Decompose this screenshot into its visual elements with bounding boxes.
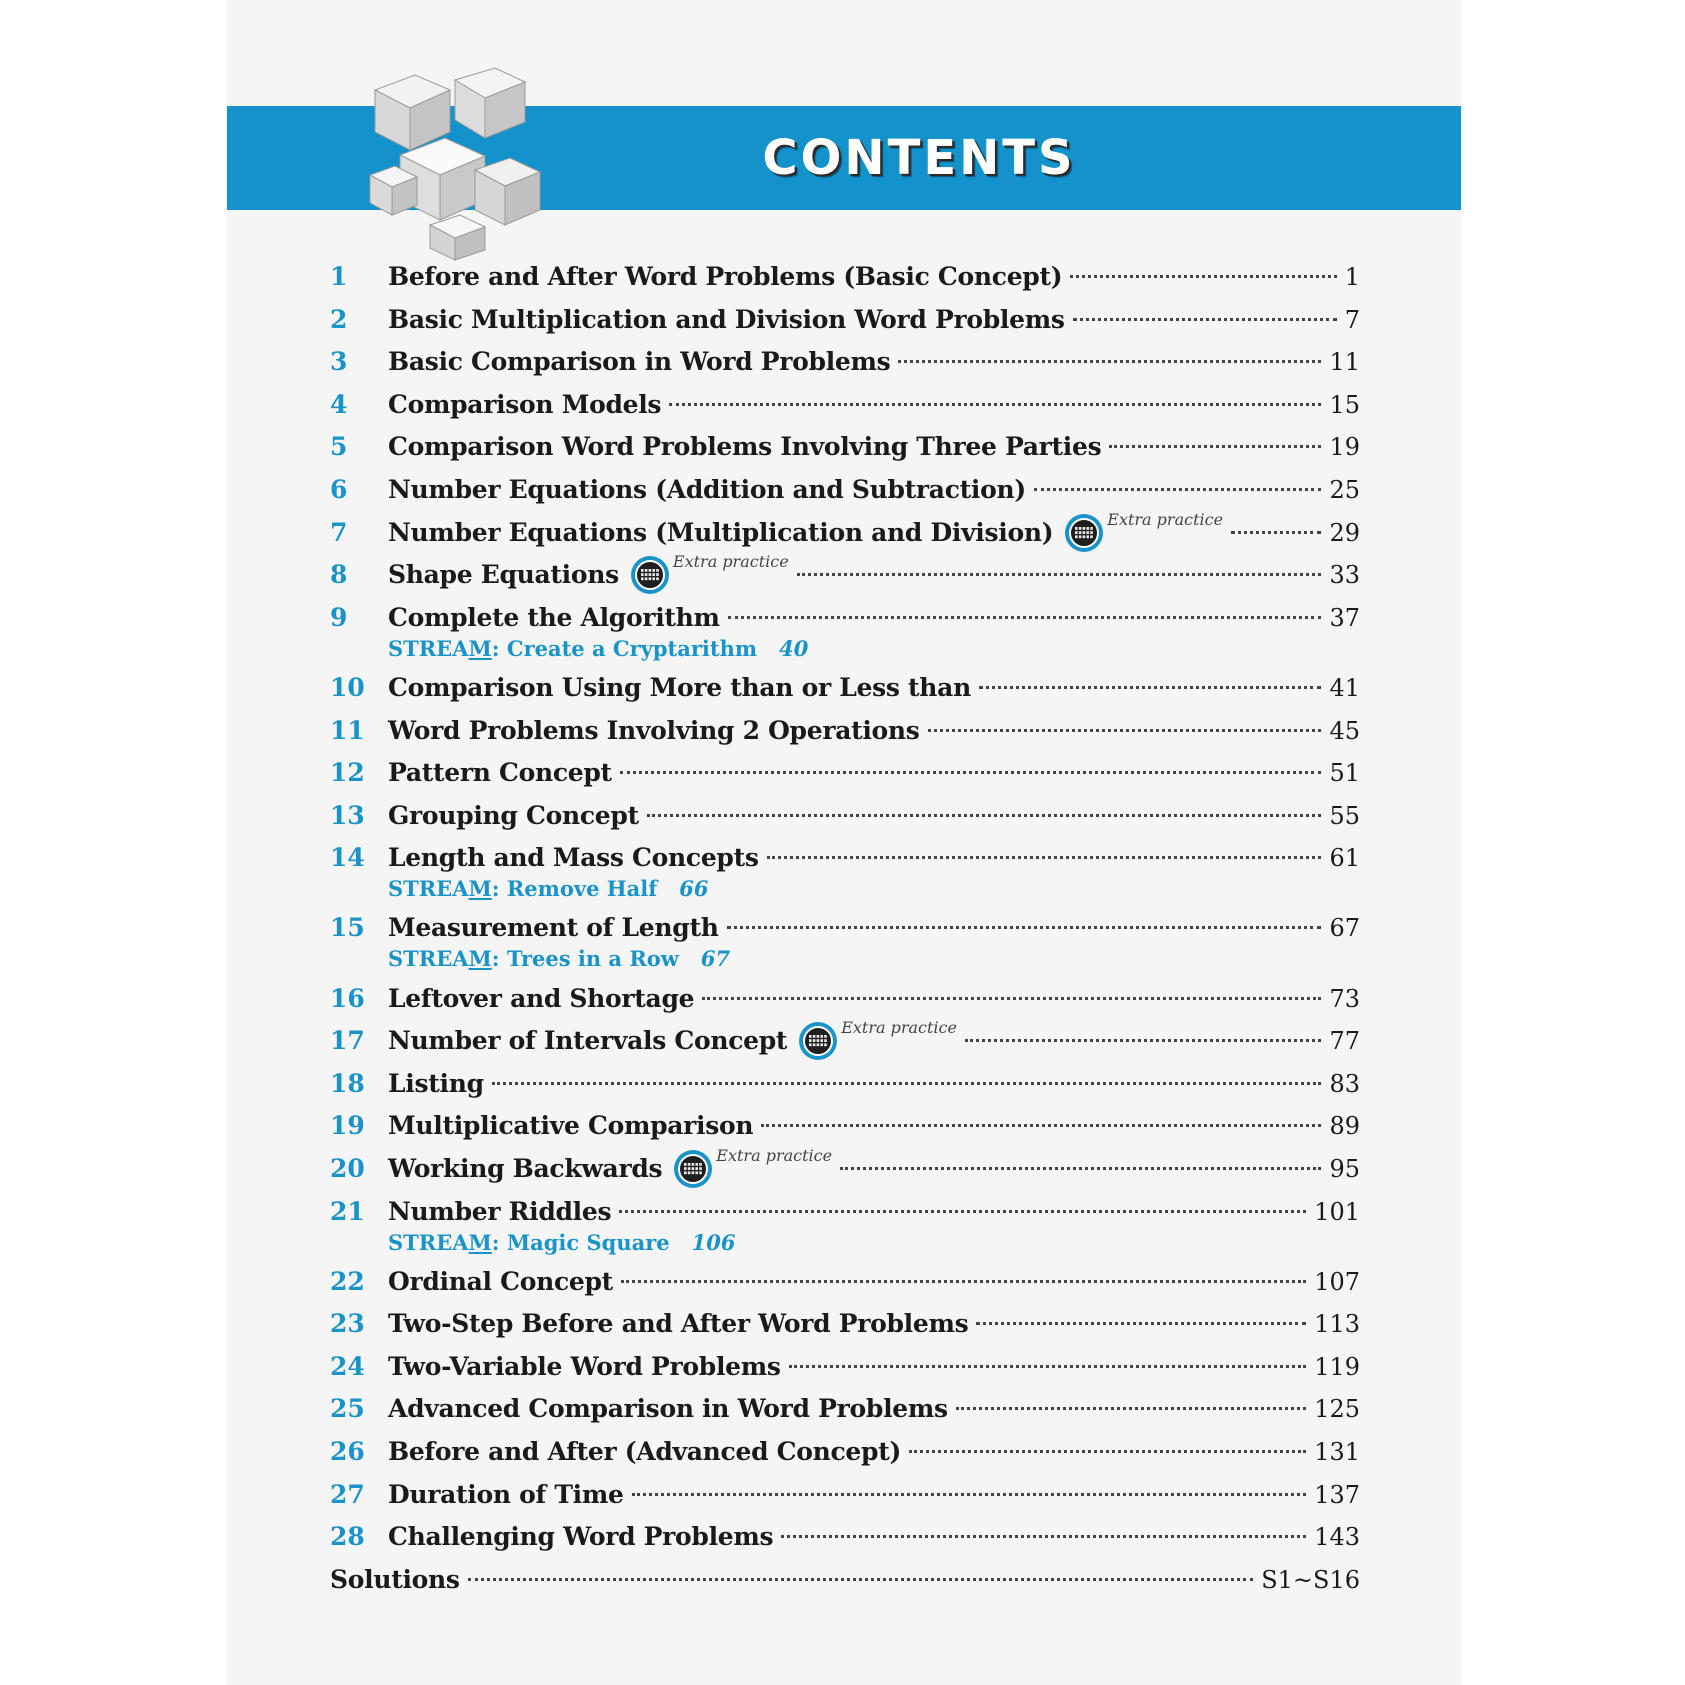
stream-page-number: 40 <box>779 635 809 661</box>
chapter-number: 2 <box>330 304 348 334</box>
page-number: 73 <box>1329 984 1360 1013</box>
chapter-number: 24 <box>330 1351 365 1381</box>
stream-title: : Create a Cryptarithm <box>491 635 758 661</box>
extra-practice-badge <box>674 1150 712 1188</box>
chapter-title: Advanced Comparison in Word Problems <box>388 1394 948 1424</box>
stream-page-number: 67 <box>700 946 731 972</box>
dot-leader <box>632 1493 1307 1496</box>
stream-page-number: 106 <box>691 1229 736 1255</box>
toc-row[interactable] <box>330 712 1360 750</box>
chapter-number: 28 <box>330 1522 365 1552</box>
practice-icon <box>635 560 665 590</box>
toc-row[interactable] <box>330 258 1360 296</box>
stream-page-number: 66 <box>679 876 709 902</box>
chapter-title: Two-Variable Word Problems <box>388 1351 781 1381</box>
chapter-number: 3 <box>330 347 348 377</box>
page-number: 95 <box>1329 1154 1360 1183</box>
toc-row[interactable] <box>330 1433 1360 1471</box>
toc-line <box>388 980 1360 1018</box>
toc-line <box>388 797 1360 835</box>
chapter-title: Comparison Using More than or Less than <box>388 672 971 702</box>
dot-leader <box>781 1535 1306 1538</box>
dot-leader <box>1034 488 1322 491</box>
page-number: 7 <box>1344 305 1360 334</box>
toc-line <box>388 1263 1360 1301</box>
dot-leader <box>789 1365 1306 1368</box>
toc-line <box>388 552 1360 594</box>
page-number: 107 <box>1314 1267 1360 1296</box>
toc-line <box>388 1107 1360 1145</box>
dot-leader <box>797 573 1322 576</box>
solutions-title: Solutions <box>330 1564 460 1594</box>
page-number: 119 <box>1314 1352 1360 1381</box>
toc-row[interactable] <box>330 1390 1360 1428</box>
page-number: 77 <box>1329 1027 1360 1056</box>
dot-leader <box>728 616 1322 619</box>
chapter-title: Challenging Word Problems <box>388 1522 774 1552</box>
chapter-number: 13 <box>330 800 365 830</box>
toc-row[interactable] <box>330 1065 1360 1103</box>
toc-row[interactable] <box>330 471 1360 509</box>
toc-row[interactable] <box>330 1193 1360 1255</box>
chapter-number: 14 <box>330 843 365 873</box>
chapter-title: Word Problems Involving 2 Operations <box>388 715 920 745</box>
stream-subentry[interactable] <box>388 946 730 971</box>
chapter-title: Before and After Word Problems (Basic Concept) <box>388 262 1063 291</box>
chapter-title: Measurement of Length <box>388 913 719 943</box>
toc-row[interactable] <box>330 599 1360 661</box>
extra-practice-marker <box>1065 509 1224 552</box>
chapter-title: Two-Step Before and After Word Problems <box>388 1309 969 1339</box>
chapter-number: 27 <box>330 1479 365 1509</box>
chapter-number: 12 <box>330 758 365 788</box>
stream-label: STREA <box>388 946 469 972</box>
page-number: 37 <box>1329 603 1360 632</box>
toc-row[interactable] <box>330 754 1360 792</box>
stream-label-m: M <box>468 635 492 661</box>
page-number: 131 <box>1314 1438 1360 1466</box>
toc-line <box>388 1433 1360 1471</box>
toc-line <box>388 1145 1360 1188</box>
dot-leader <box>965 1039 1321 1042</box>
page-number: 55 <box>1329 801 1360 830</box>
page-number: 33 <box>1329 561 1360 590</box>
chapter-title: Ordinal Concept <box>388 1266 613 1296</box>
dot-leader <box>909 1450 1306 1453</box>
toc-line <box>388 343 1360 381</box>
toc-row[interactable] <box>330 1305 1360 1343</box>
extra-practice-label: Extra practice <box>672 552 789 572</box>
extra-practice-label: Extra practice <box>1107 509 1224 529</box>
chapter-number: 1 <box>330 262 348 291</box>
chapter-title: Working Backwards <box>388 1153 663 1183</box>
toc-row[interactable] <box>330 386 1360 424</box>
chapter-title: Number Equations (Multiplication and Division) <box>388 517 1054 547</box>
chapter-title: Grouping Concept <box>388 800 639 830</box>
stream-label-m: M <box>468 946 492 972</box>
chapter-title: Comparison Models <box>388 389 662 419</box>
chapter-title: Basic Comparison in Word Problems <box>388 347 891 377</box>
stream-label-m: M <box>468 876 492 902</box>
chapter-title: Leftover and Shortage <box>388 983 695 1013</box>
page-number: 83 <box>1329 1069 1360 1098</box>
practice-icon <box>803 1026 833 1056</box>
stream-label-m: M <box>468 1229 492 1255</box>
dot-leader <box>898 360 1321 363</box>
chapter-number: 21 <box>330 1196 365 1226</box>
toc-row[interactable] <box>330 509 1360 552</box>
toc-line <box>388 301 1360 339</box>
chapter-title: Number Riddles <box>388 1196 612 1226</box>
extra-practice-label: Extra practice <box>841 1018 957 1038</box>
toc-line <box>388 1305 1360 1343</box>
dot-leader <box>840 1167 1321 1170</box>
chapter-number: 22 <box>330 1266 365 1296</box>
toc-line <box>388 839 1360 877</box>
toc-line <box>388 1390 1360 1428</box>
stream-title: : Remove Half <box>491 876 658 902</box>
chapter-title: Length and Mass Concepts <box>388 843 759 873</box>
page-number: 19 <box>1329 433 1360 462</box>
toc-row[interactable] <box>330 1348 1360 1386</box>
page-number: 67 <box>1329 914 1360 943</box>
toc-line <box>388 1476 1360 1514</box>
chapter-number: 20 <box>330 1153 365 1183</box>
chapter-title: Listing <box>388 1068 484 1098</box>
dot-leader <box>727 926 1322 929</box>
dot-leader <box>647 814 1322 817</box>
chapter-number: 26 <box>330 1437 365 1466</box>
toc-line <box>388 471 1360 509</box>
toc-line <box>388 1065 1360 1103</box>
chapter-number: 6 <box>330 475 348 504</box>
toc-line <box>388 386 1360 424</box>
chapter-title: Number Equations (Addition and Subtraction) <box>388 475 1026 504</box>
chapter-number: 9 <box>330 602 348 632</box>
dot-leader <box>620 771 1322 774</box>
extra-practice-marker <box>799 1018 957 1060</box>
extra-practice-badge <box>1065 514 1103 552</box>
toc-row[interactable] <box>330 1107 1360 1145</box>
toc-line <box>388 599 1360 637</box>
extra-practice-marker <box>631 552 789 594</box>
dot-leader <box>979 686 1321 689</box>
dot-leader <box>1231 531 1321 534</box>
dot-leader <box>976 1322 1306 1325</box>
extra-practice-badge <box>631 556 669 594</box>
page-number: 125 <box>1314 1395 1360 1424</box>
page-number: 51 <box>1329 759 1360 788</box>
dot-leader <box>492 1082 1322 1085</box>
chapter-title: Shape Equations <box>388 560 619 590</box>
chapter-number: 16 <box>330 983 365 1013</box>
dot-leader <box>767 856 1322 859</box>
page-number: 11 <box>1329 348 1360 377</box>
chapter-title: Number of Intervals Concept <box>388 1026 788 1056</box>
stream-subentry[interactable] <box>388 636 808 661</box>
page-number: 143 <box>1314 1523 1360 1552</box>
page-number: 113 <box>1314 1310 1360 1339</box>
solutions-page-range: S1~S16 <box>1261 1565 1360 1594</box>
practice-icon <box>1069 518 1099 548</box>
chapter-title: Before and After (Advanced Concept) <box>388 1437 901 1466</box>
chapter-title: Duration of Time <box>388 1479 624 1509</box>
toc-row[interactable] <box>330 839 1360 902</box>
chapter-title: Multiplicative Comparison <box>388 1111 754 1141</box>
stream-title: : Magic Square <box>491 1229 670 1255</box>
stream-subentry[interactable] <box>388 876 708 901</box>
toc-row[interactable] <box>330 343 1360 381</box>
toc-line <box>388 428 1360 466</box>
toc-line <box>388 1348 1360 1386</box>
toc-line <box>388 1518 1360 1556</box>
chapter-number: 11 <box>330 715 365 745</box>
chapter-title: Pattern Concept <box>388 758 612 788</box>
toc-row[interactable] <box>330 669 1360 707</box>
page-number: 25 <box>1329 476 1360 504</box>
chapter-number: 19 <box>330 1111 365 1141</box>
page-number: 101 <box>1314 1197 1360 1226</box>
extra-practice-badge <box>799 1022 837 1060</box>
toc-line <box>388 669 1360 707</box>
chapter-number: 23 <box>330 1309 365 1339</box>
chapter-title: Basic Multiplication and Division Word Problems <box>388 304 1065 334</box>
toc-line <box>388 258 1360 296</box>
toc-line <box>388 909 1360 947</box>
page-number: 137 <box>1314 1480 1360 1509</box>
dot-leader <box>669 403 1321 406</box>
stream-title: : Trees in a Row <box>491 946 679 972</box>
toc-row[interactable] <box>330 980 1360 1018</box>
stream-subentry[interactable] <box>388 1230 735 1255</box>
chapter-number: 18 <box>330 1068 365 1098</box>
toc-row[interactable] <box>330 552 1360 594</box>
page-number: 1 <box>1344 263 1360 291</box>
chapter-number: 15 <box>330 913 365 943</box>
chapter-number: 8 <box>330 560 348 590</box>
toc-row[interactable] <box>330 428 1360 466</box>
toc-line <box>388 754 1360 792</box>
toc-row[interactable] <box>330 1263 1360 1301</box>
toc-row[interactable] <box>330 1476 1360 1514</box>
solutions-entry[interactable] <box>330 1561 1360 1599</box>
dot-leader <box>619 1210 1306 1213</box>
dot-leader <box>1109 445 1321 448</box>
chapter-title: Complete the Algorithm <box>388 602 720 632</box>
page-number: 15 <box>1329 390 1360 419</box>
page-number: 29 <box>1329 518 1360 547</box>
dot-leader <box>928 729 1322 732</box>
toc-line <box>388 1018 1360 1060</box>
toc-row[interactable] <box>330 1145 1360 1188</box>
chapter-number: 17 <box>330 1026 365 1056</box>
dot-leader <box>761 1124 1321 1127</box>
page-number: 45 <box>1329 716 1360 745</box>
stream-label: STREA <box>388 635 469 661</box>
toc-line <box>388 1193 1360 1231</box>
extra-practice-marker <box>674 1145 833 1188</box>
chapter-number: 10 <box>330 672 365 702</box>
page-number: 61 <box>1329 844 1360 873</box>
dot-leader <box>702 997 1321 1000</box>
chapter-number: 4 <box>330 389 348 419</box>
extra-practice-label: Extra practice <box>716 1145 833 1165</box>
stream-label: STREA <box>388 876 469 902</box>
stream-label: STREA <box>388 1229 469 1255</box>
page-number: 41 <box>1329 673 1360 702</box>
toc-line <box>388 712 1360 750</box>
dot-leader <box>1070 275 1336 278</box>
chapter-number: 25 <box>330 1394 365 1424</box>
page-title: CONTENTS <box>762 130 1076 186</box>
dot-leader <box>1073 318 1337 321</box>
toc-line <box>388 509 1360 552</box>
toc-row[interactable] <box>330 797 1360 835</box>
dot-leader <box>468 1578 1254 1581</box>
toc-row[interactable] <box>330 1018 1360 1060</box>
toc-row[interactable] <box>330 1518 1360 1556</box>
practice-icon <box>678 1154 708 1184</box>
toc-row[interactable] <box>330 909 1360 972</box>
toc-row[interactable] <box>330 301 1360 339</box>
chapter-title: Comparison Word Problems Involving Three Parties <box>388 432 1102 462</box>
dot-leader <box>621 1280 1306 1283</box>
chapter-number: 5 <box>330 432 348 462</box>
dot-leader <box>956 1407 1306 1410</box>
page-number: 89 <box>1329 1112 1360 1141</box>
chapter-number: 7 <box>330 517 348 547</box>
